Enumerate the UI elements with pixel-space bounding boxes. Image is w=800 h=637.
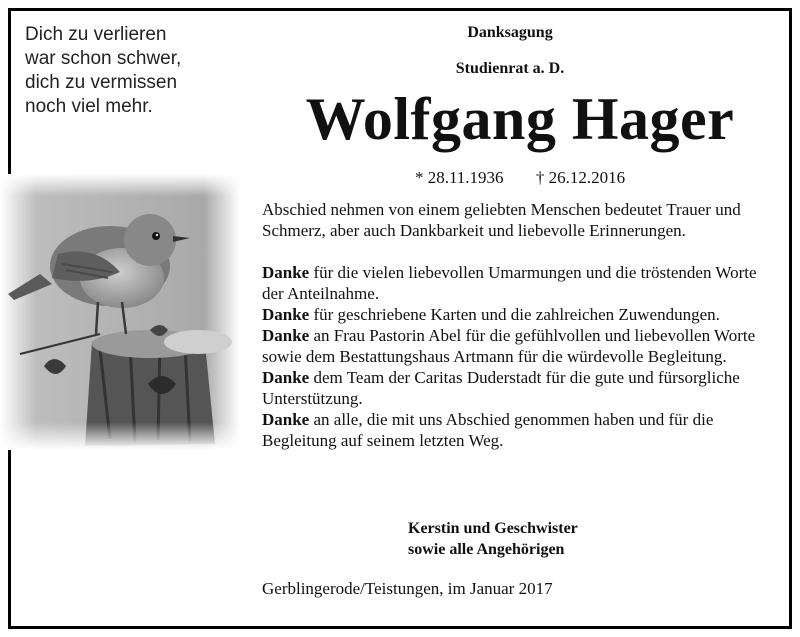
notice-title: Danksagung <box>467 24 553 41</box>
robin-bird-photo <box>0 174 240 450</box>
place-date: Gerblingerode/Teistungen, im Januar 2017 <box>262 579 553 598</box>
thanks-item <box>262 304 762 325</box>
profession: Studienrat a. D. <box>455 60 565 77</box>
body-text <box>262 199 762 451</box>
thanks-item <box>262 262 762 304</box>
poem-line: war schon schwer, <box>25 48 182 69</box>
thanks-text: an alle, die mit uns Abschied genommen haben und für die Begleitung auf seinem letzten Weg. <box>262 410 714 450</box>
life-dates <box>260 168 780 188</box>
intro-paragraph: Abschied nehmen von einem geliebten Menschen bedeutet Trauer und Schmerz, aber auch Dankbarkeit und liebevolle Erinnerungen. <box>262 200 741 240</box>
thanks-item <box>262 325 762 367</box>
signature <box>408 518 578 560</box>
poem-line: dich zu vermissen <box>25 72 178 93</box>
death-date: † 26.12.2016 <box>535 168 626 187</box>
thanks-item <box>262 367 762 409</box>
thanks-text: für geschriebene Karten und die zahlreichen Zuwendungen. <box>313 305 720 324</box>
thanks-keyword: Danke <box>262 326 310 345</box>
thanks-keyword: Danke <box>262 368 310 387</box>
deceased-name: Wolfgang Hager <box>305 86 735 152</box>
thanks-keyword: Danke <box>262 410 310 429</box>
thanks-text: an Frau Pastorin Abel für die gefühlvollen und liebevollen Worte sowie dem Bestattungshaus Artmann für die würdevolle Begleitung. <box>262 326 756 366</box>
thanks-keyword: Danke <box>262 305 310 324</box>
signature-line: Kerstin und Geschwister <box>408 520 578 537</box>
thanks-text: dem Team der Caritas Duderstadt für die gute und fürsorgliche Unterstützung. <box>262 368 740 408</box>
birth-date: * 28.11.1936 <box>414 168 504 187</box>
thanks-item <box>262 409 762 451</box>
thanks-text: für die vielen liebevollen Umarmungen und die tröstenden Worte der Anteilnahme. <box>262 263 757 303</box>
poem-line: Dich zu verlieren <box>25 24 167 45</box>
poem-line: noch viel mehr. <box>25 96 153 117</box>
thanks-keyword: Danke <box>262 263 310 282</box>
signature-line: sowie alle Angehörigen <box>408 541 565 558</box>
poem <box>25 23 245 119</box>
